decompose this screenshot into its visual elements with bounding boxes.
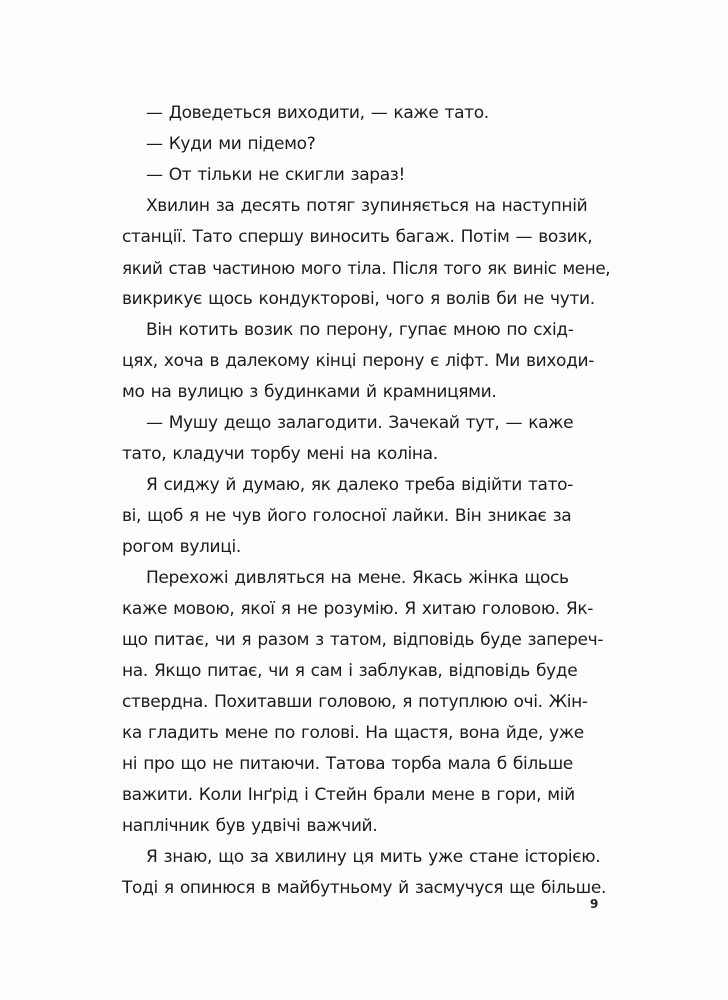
- text-line: наплічник був удвічі важчий.: [122, 816, 378, 836]
- text-line: ві, щоб я не чув його голосної лайки. Він зникає за: [122, 506, 572, 526]
- text-line: викрикує щось кондукторові, чого я волів би не чути.: [122, 289, 595, 309]
- text-line: — От тільки не скигли зараз!: [146, 165, 405, 185]
- text-line: Я сиджу й думаю, як далеко треба відійти тато-: [146, 475, 573, 495]
- text-line: який став частиною мого тіла. Після того як виніс мене,: [122, 258, 611, 278]
- text-line: важити. Коли Інґрід і Стейн брали мене в гори, мій: [122, 785, 575, 805]
- text-line: станції. Тато спершу виносить багаж. Потім — возик,: [122, 227, 593, 247]
- text-line: Він котить возик по перону, гупає мною по схід-: [146, 320, 574, 340]
- text-line: — Мушу дещо залагодити. Зачекай тут, — каже: [146, 413, 574, 433]
- page-number: 9: [590, 897, 599, 911]
- text-line: ствердна. Похитавши головою, я потуплюю очі. Жін-: [122, 692, 588, 712]
- text-line: цях, хоча в далекому кінці перону є ліфт. Ми виходи-: [122, 351, 594, 371]
- text-line: рогом вулиці.: [122, 537, 241, 557]
- text-line: на. Якщо питає, чи я сам і заблукав, відповідь буде: [122, 661, 578, 681]
- text-line: Тоді я опинюся в майбутньому й засмучуся ще більше.: [122, 878, 607, 898]
- text-line: — Доведеться виходити, — каже тато.: [146, 103, 489, 123]
- text-line: ні про що не питаючи. Татова торба мала б більше: [122, 754, 573, 774]
- text-line: тато, кладучи торбу мені на коліна.: [122, 444, 438, 464]
- text-line: Хвилин за десять потяг зупиняється на наступній: [146, 196, 588, 216]
- text-line: каже мовою, якої я не розумію. Я хитаю головою. Як-: [122, 599, 594, 619]
- text-line: Я знаю, що за хвилину ця мить уже стане історією.: [146, 847, 601, 867]
- text-line: Перехожі дивляться на мене. Якась жінка щось: [146, 568, 569, 588]
- text-line: що питає, чи я разом з татом, відповідь буде запереч-: [122, 630, 604, 650]
- text-line: мо на вулицю з будинками й крамницями.: [122, 382, 497, 402]
- text-line: — Куди ми підемо?: [146, 134, 316, 154]
- text-line: ка гладить мене по голові. На щастя, вона йде, уже: [122, 723, 584, 743]
